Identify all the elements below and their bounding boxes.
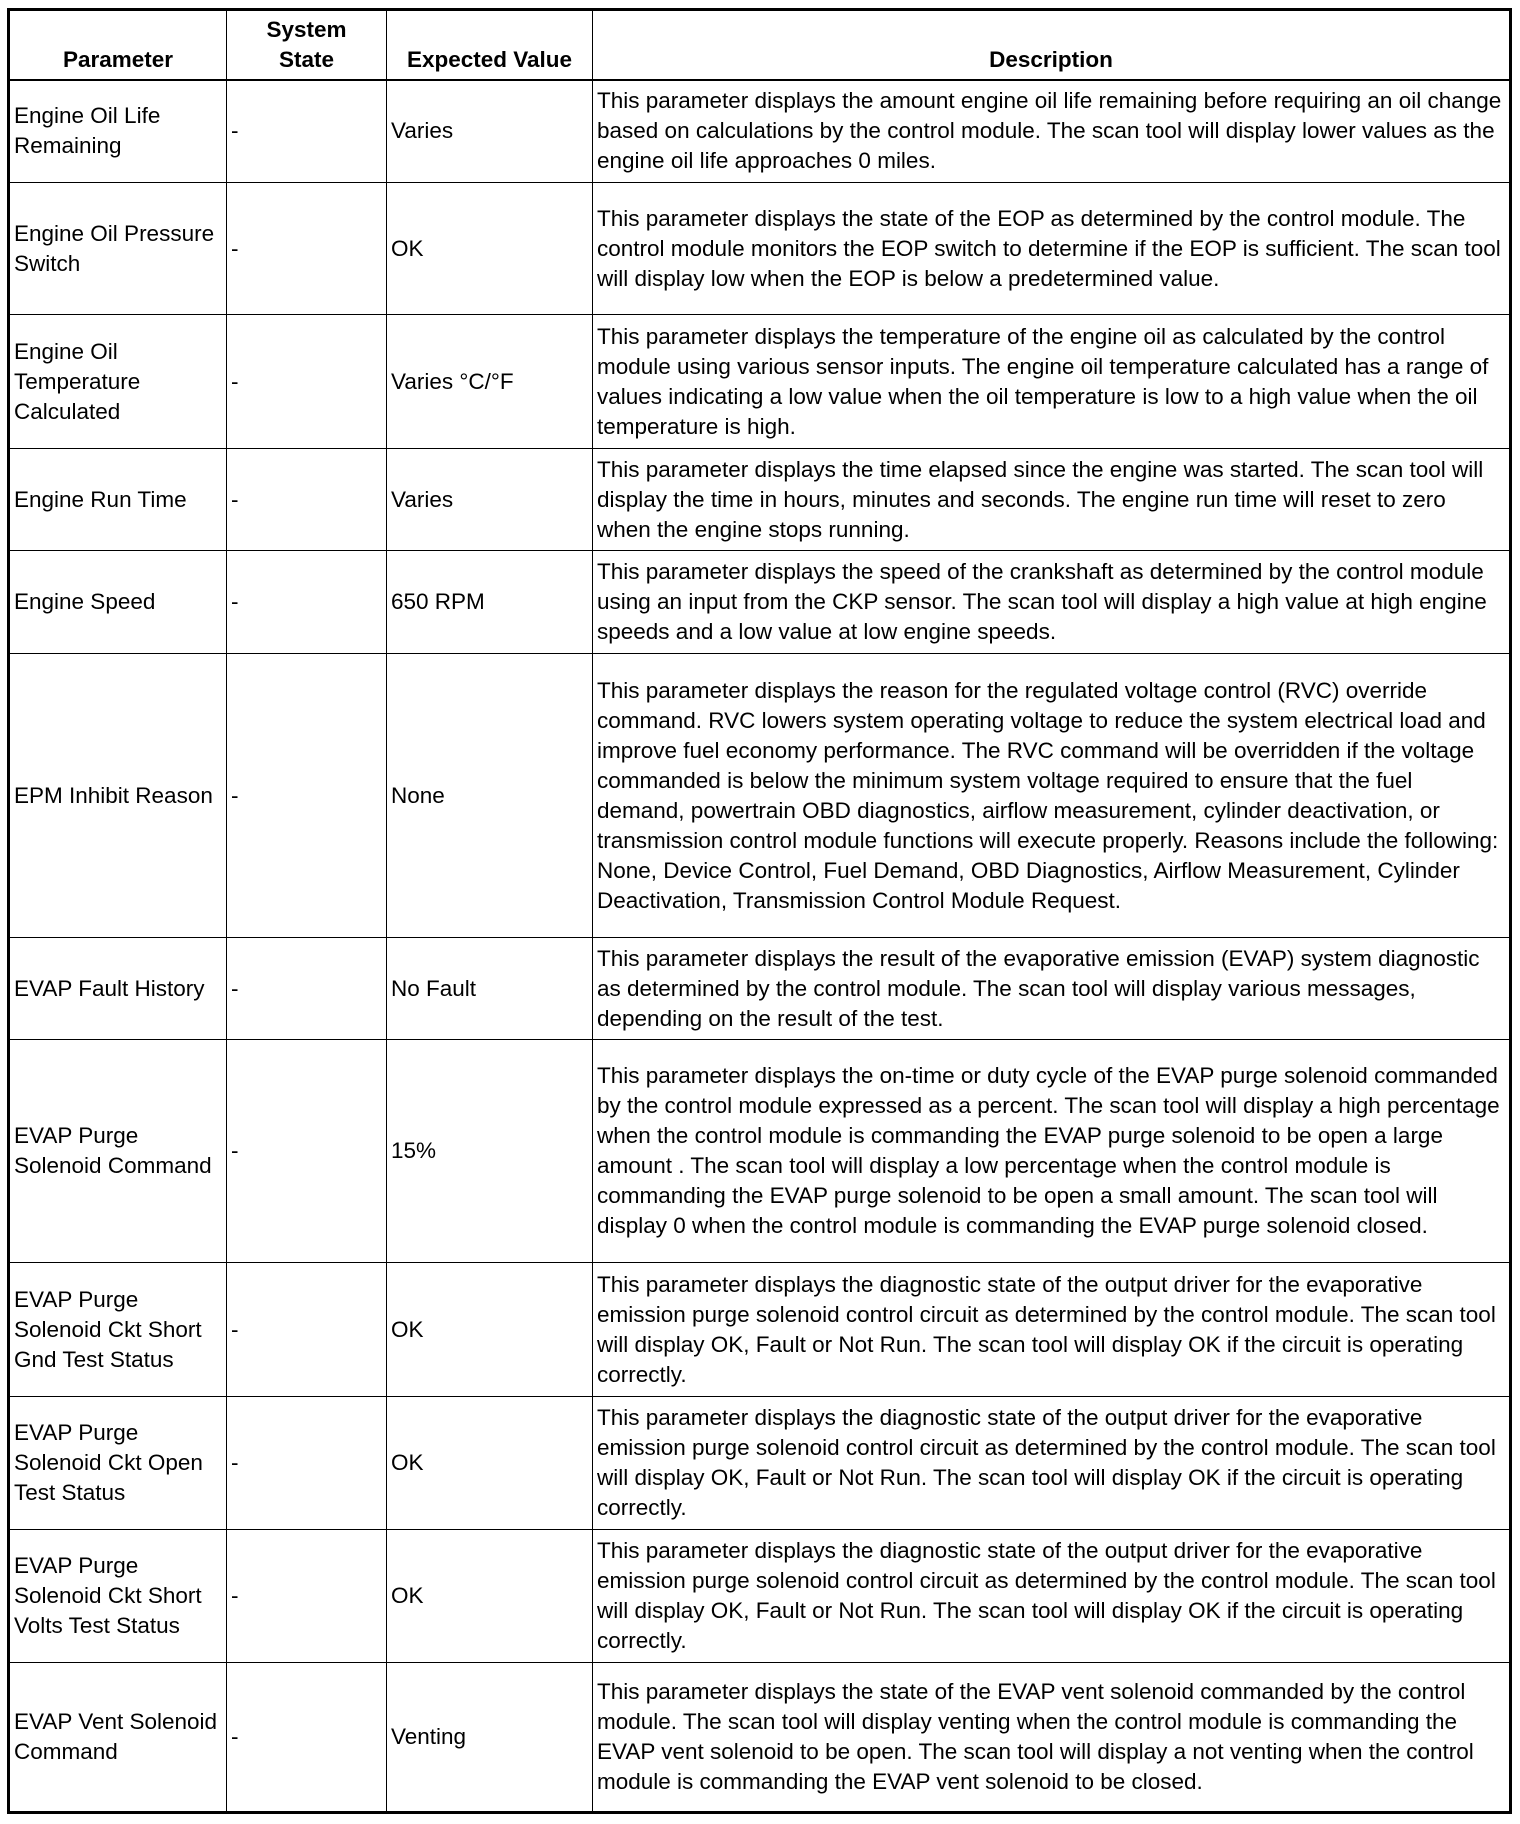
system-state-cell: -	[227, 1397, 387, 1530]
table-row	[9, 551, 1511, 654]
parameter-table	[7, 8, 1512, 1814]
parameter-cell: EVAP Purge Solenoid Ckt Short Volts Test Status	[9, 1530, 227, 1663]
expected-value-cell: Varies	[387, 80, 593, 183]
description-cell: This parameter displays the amount engine oil life remaining before requiring an oil change based on calculations by the control module. The scan tool will display lower values as the engine oil life approaches 0 miles.	[593, 80, 1511, 183]
description-cell: This parameter displays the time elapsed since the engine was started. The scan tool will display the time in hours, minutes and seconds. The engine run time will reset to zero when the engine stops running.	[593, 449, 1511, 551]
expected-value-cell: 650 RPM	[387, 551, 593, 654]
expected-value-cell: 15%	[387, 1040, 593, 1263]
system-state-cell: -	[227, 80, 387, 183]
expected-value-cell: OK	[387, 1397, 593, 1530]
system-state-cell: -	[227, 1663, 387, 1813]
parameter-cell: EVAP Vent Solenoid Command	[9, 1663, 227, 1813]
expected-value-cell: Venting	[387, 1663, 593, 1813]
system-state-cell: -	[227, 449, 387, 551]
header-row	[9, 10, 1511, 80]
system-state-cell: -	[227, 1040, 387, 1263]
parameter-cell: Engine Oil Pressure Switch	[9, 183, 227, 315]
description-cell: This parameter displays the on-time or duty cycle of the EVAP purge solenoid commanded by the control module expressed as a percent. The scan tool will display a high percentage when the control module is commanding the EVAP purge solenoid to be open a large amount . The scan tool will display a low percentage when the control module is commanding the EVAP purge solenoid to be open a small amount. The scan tool will display 0 when the control module is commanding the EVAP purge solenoid closed.	[593, 1040, 1511, 1263]
system-state-cell: -	[227, 315, 387, 449]
description-cell: This parameter displays the diagnostic state of the output driver for the evaporative emission purge solenoid control circuit as determined by the control module. The scan tool will display OK, Fault or Not Run. The scan tool will display OK if the circuit is operating correctly.	[593, 1530, 1511, 1663]
table-row	[9, 449, 1511, 551]
table-row	[9, 654, 1511, 938]
parameter-cell: EPM Inhibit Reason	[9, 654, 227, 938]
parameter-cell: Engine Oil Temperature Calculated	[9, 315, 227, 449]
header-system-state: System State	[227, 10, 387, 80]
parameter-cell: EVAP Purge Solenoid Ckt Open Test Status	[9, 1397, 227, 1530]
description-cell: This parameter displays the temperature of the engine oil as calculated by the control module using various sensor inputs. The engine oil temperature calculated has a range of values indicating a low value when the oil temperature is low to a high value when the oil temperature is high.	[593, 315, 1511, 449]
description-cell: This parameter displays the state of the EOP as determined by the control module. The control module monitors the EOP switch to determine if the EOP is sufficient. The scan tool will display low when the EOP is below a predetermined value.	[593, 183, 1511, 315]
table-row	[9, 1397, 1511, 1530]
system-state-cell: -	[227, 654, 387, 938]
parameter-cell: EVAP Fault History	[9, 938, 227, 1040]
expected-value-cell: None	[387, 654, 593, 938]
header-description: Description	[593, 10, 1511, 80]
expected-value-cell: OK	[387, 183, 593, 315]
system-state-cell: -	[227, 1530, 387, 1663]
description-cell: This parameter displays the speed of the crankshaft as determined by the control module using an input from the CKP sensor. The scan tool will display a high value at high engine speeds and a low value at low engine speeds.	[593, 551, 1511, 654]
table-row	[9, 1263, 1511, 1397]
table-row	[9, 938, 1511, 1040]
description-cell: This parameter displays the result of the evaporative emission (EVAP) system diagnostic as determined by the control module. The scan tool will display various messages, depending on the result of the test.	[593, 938, 1511, 1040]
expected-value-cell: Varies	[387, 449, 593, 551]
table-row	[9, 315, 1511, 449]
parameter-cell: Engine Oil Life Remaining	[9, 80, 227, 183]
table-row	[9, 1530, 1511, 1663]
description-cell: This parameter displays the reason for the regulated voltage control (RVC) override command. RVC lowers system operating voltage to reduce the system electrical load and improve fuel economy performance. The RVC command will be overridden if the voltage commanded is below the minimum system voltage required to ensure that the fuel demand, powertrain OBD diagnostics, airflow measurement, cylinder deactivation, or transmission control module functions will execute properly. Reasons include the following: None, Device Control, Fuel Demand, OBD Diagnostics, Airflow Measurement, Cylinder Deactivation, Transmission Control Module Request.	[593, 654, 1511, 938]
system-state-cell: -	[227, 1263, 387, 1397]
system-state-cell: -	[227, 551, 387, 654]
header-expected-value: Expected Value	[387, 10, 593, 80]
parameter-cell: EVAP Purge Solenoid Ckt Short Gnd Test Status	[9, 1263, 227, 1397]
description-cell: This parameter displays the diagnostic state of the output driver for the evaporative emission purge solenoid control circuit as determined by the control module. The scan tool will display OK, Fault or Not Run. The scan tool will display OK if the circuit is operating correctly.	[593, 1263, 1511, 1397]
parameter-cell: EVAP Purge Solenoid Command	[9, 1040, 227, 1263]
description-cell: This parameter displays the state of the EVAP vent solenoid commanded by the control module. The scan tool will display venting when the control module is commanding the EVAP vent solenoid to be open. The scan tool will display a not venting when the control module is commanding the EVAP vent solenoid to be closed.	[593, 1663, 1511, 1813]
expected-value-cell: No Fault	[387, 938, 593, 1040]
description-cell: This parameter displays the diagnostic state of the output driver for the evaporative emission purge solenoid control circuit as determined by the control module. The scan tool will display OK, Fault or Not Run. The scan tool will display OK if the circuit is operating correctly.	[593, 1397, 1511, 1530]
system-state-cell: -	[227, 938, 387, 1040]
system-state-cell: -	[227, 183, 387, 315]
parameter-cell: Engine Run Time	[9, 449, 227, 551]
expected-value-cell: OK	[387, 1263, 593, 1397]
table-body	[9, 80, 1511, 1813]
table-row	[9, 1040, 1511, 1263]
table-row	[9, 1663, 1511, 1813]
table-row	[9, 183, 1511, 315]
expected-value-cell: Varies °C/°F	[387, 315, 593, 449]
parameter-cell: Engine Speed	[9, 551, 227, 654]
expected-value-cell: OK	[387, 1530, 593, 1663]
header-parameter: Parameter	[9, 10, 227, 80]
table-row	[9, 80, 1511, 183]
